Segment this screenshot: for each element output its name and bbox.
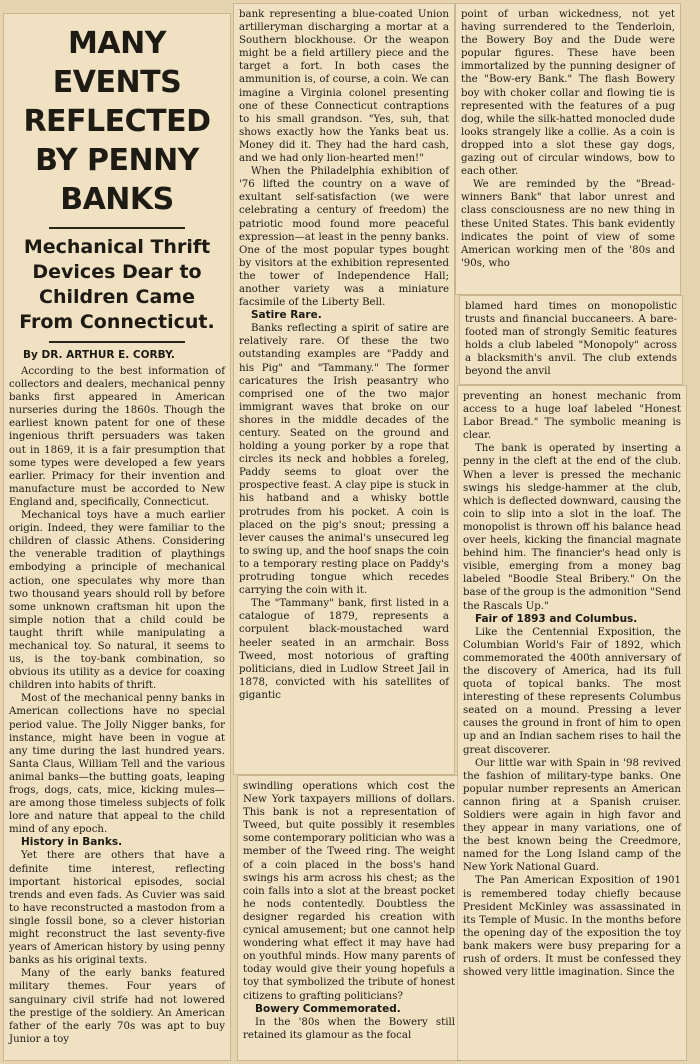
headline: MANY EVENTS REFLECTED BY PENNY BANKS (23, 26, 211, 217)
column-2-lower-text (243, 780, 455, 1042)
paragraph: preventing an honest mechanic from access to a huge loaf labeled "Honest Labor Bread." The symbolic meaning is clear. (463, 391, 681, 442)
column-2-upper-text (239, 8, 449, 702)
paragraph: According to the best information of collectors and dealers, mechanical penny banks first appeared in American nurseries during the 1860s. Though the earliest known patent for one of these ingenious thrift persuaders was taken out in 1869, it is a fair presumption that some types were developed a few years earlier. Primacy for their invention and manufacture must be accorded to New England and, specifically, Connecticut. (9, 366, 225, 508)
subheading: History in Banks. (21, 836, 123, 849)
column-3-middle-text (465, 300, 677, 379)
paragraph: Yet there are others that have a definite time interest, reflecting important historical episodes, social trends and even fads. As Cuvier was said to have reconstructed a mastodon from a single fossil bone, so a clever historian might reconstruct the last seventy-five years of American history by using penny banks as his original texts. (9, 850, 225, 967)
column-3-upper-clipping (456, 4, 680, 294)
column-3-lower-clipping (458, 386, 686, 1060)
paragraph: Most of the mechanical penny banks in American collections have no special period value. The Jolly Nigger banks, for instance, might have been in vogue at any time during the last hundred years. Santa Claus, William Tell and the various animal banks—the butting goats, leaping frogs, dogs, cats, mice, kicking mules—are among those timeless subjects of folk lore and nature that appeal to the child mind of any epoch. (9, 693, 225, 836)
paragraph: The "Tammany" bank, first listed in a catalogue of 1879, represents a corpulent black-moustached ward heeler seated in an armchair. Boss Tweed, most notorious of grafting politicians, died in Ludlow Street Jail in 1878, convicted with his satellites of gigantic (239, 598, 449, 701)
column-1-text (9, 365, 225, 1046)
deck: Mechanical Thrift Devices Dear to Children Came From Connecticut. (19, 236, 215, 333)
headline-rule (49, 227, 185, 229)
paragraph: Like the Centennial Exposition, the Columbian World's Fair of 1892, which commemorated the 400th anniversary of the discovery of America, had its full quota of topical banks. The most interesting of these represents Columbus seated on a mound. Pressing a lever causes the ground in front of him to open up and an Indian sachem rises to hail the great discoverer. (463, 626, 681, 756)
column-2-lower-clipping (238, 776, 460, 1060)
column-2-upper-clipping (234, 4, 454, 774)
paragraph: When the Philadelphia exhibition of '76 lifted the country on a wave of exultant self-satisfaction (we were celebrating a century of freedom) the patriotic mood found more peaceful expression—at least in the penny banks. One of the most popular types bought by visitors at the exhibition represented the tower of Independence Hall; another variety was a miniature facsimile of the Liberty Bell. (239, 166, 449, 309)
paragraph: Many of the early banks featured military themes. Four years of sanguinary civil strife had not lowered the prestige of the soldiery. An American father of the early 70s was apt to buy Junior a toy (9, 968, 225, 1045)
subheading: Satire Rare. (251, 309, 322, 322)
paragraph: bank representing a blue-coated Union artilleryman discharging a mortar at a Southern blockhouse. Or the weapon might be a field artillery piece and the target a fort. In both cases the ammunition is, of course, a coin. We can imagine a Virginia colonel presenting one of these Connecticut contraptions to his small grandson. "Yes, suh, that shows exactly how the Yanks beat us. Money did it. They had the hard cash, and we had only lion-hearted men!" (239, 9, 449, 165)
subheading: Bowery Commemorated. (255, 1002, 401, 1015)
paragraph: Mechanical toys have a much earlier origin. Indeed, they were familiar to the children of classic Athens. Considering the venerable tradition of playthings embodying a principle of mechanical action, one speculates why more than two thousand years should roll by before some unknown craftsman hit upon the simple notion that a child could be taught thrift while manipulating a mechanical toy. So natural, it seems to us, is the toy-bank combination, so obvious its utility as a device for coaxing children into habits of thrift. (9, 510, 225, 692)
column-3-lower-text (463, 390, 681, 979)
paragraph: Our little war with Spain in '98 revived the fashion of military-type banks. One popular number represents an American cannon firing at a Spanish cruiser. Soldiers were again in high favor and they appear in many variations, one of the best known being the Creedmore, named for the Long Island camp of the New York National Guard. (463, 757, 681, 874)
paragraph: We are reminded by the "Bread-winners Bank" that labor unrest and class consciousness are no new thing in these United States. This bank evidently indicates the point of view of some American working men of the '80s and '90s, who (461, 179, 675, 269)
column-1-clipping (4, 14, 230, 1060)
subheading: Fair of 1893 and Columbus. (475, 612, 638, 625)
paragraph: point of urban wickedness, not yet having surrendered to the Tenderloin, the Bowery Boy and the Dude were popular figures. These have been immortalized by the punning designer of the "Bow-ery Bank." The flash Bowery boy with choker collar and flowing tie is represented with the features of a pug dog, while the silk-hatted monocled dude looks strangely like a collie. As a coin is dropped into a slot these gay dogs, gazing out of circular windows, bow to each other. (461, 9, 675, 178)
paragraph: In the '80s when the Bowery still retained its glamour as the focal (243, 1016, 455, 1041)
paragraph: swindling operations which cost the New York taxpayers millions of dollars. This bank is not a representation of Tweed, but quite possibly it resembles some contemporary politician who was a member of the Tweed ring. The weight of a coin placed in the boss's hand swings his arm across his chest; as the coin falls into a slot at the breast pocket he nods contentedly. Doubtless the designer regarded his creation with cynical amusement; but one cannot help wondering what effect it may have had on youthful minds. How many parents of today would give their young hopefuls a toy that symbolized the tribute of honest citizens to grafting politicians? (243, 781, 455, 1002)
column-3-middle-clipping (460, 296, 682, 384)
paragraph: blamed hard times on monopolistic trusts and financial buccaneers. A bare-footed man of strongly Semitic features holds a club labeled "Monopoly" across a blacksmith's anvil. The club extends beyond the anvil (465, 301, 677, 378)
paragraph: Banks reflecting a spirit of satire are relatively rare. Of these the two outstanding examples are "Paddy and his Pig" and "Tammany." The former caricatures the Irish peasantry who comprised one of the two major immigrant waves that broke on our shores in the middle decades of the century. Seated on the ground and holding a young porker by a rope that circles its neck and hobbles a foreleg, Paddy seems to gloat over the prospective feast. A clay pipe is stuck in his hatband and a whisky bottle protrudes from his pocket. A coin is placed on the pig's snout; pressing a lever causes the animal's unsecured leg to swing up, and the hoof snaps the coin to a temporary resting place on Paddy's protruding tongue which recedes carrying the coin with it. (239, 323, 449, 597)
paragraph: The Pan American Exposition of 1901 is remembered today chiefly because President McKinley was assassinated in its Temple of Music. In the months before the opening day of the exposition the toy bank makers were busy preparing for a rush of orders. It must be confessed they showed very little imagination. Since the (463, 875, 681, 979)
column-3-upper-text (461, 8, 675, 270)
paragraph: The bank is operated by inserting a penny in the cleft at the end of the club. When a lever is pressed the mechanic swings his sledge-hammer at the club, which is deflected downward, causing the coin to slip into a slot in the loaf. The monopolist is thrown off his balance head over heels, kicking the financial magnate behind him. The financier's head only is visible, emerging from a money bag labeled "Boodle Steal Bribery." On the base of the group is the admonition "Send the Rascals Up." (463, 443, 681, 612)
byline: By DR. ARTHUR E. CORBY. (23, 349, 175, 361)
deck-rule (49, 341, 185, 343)
